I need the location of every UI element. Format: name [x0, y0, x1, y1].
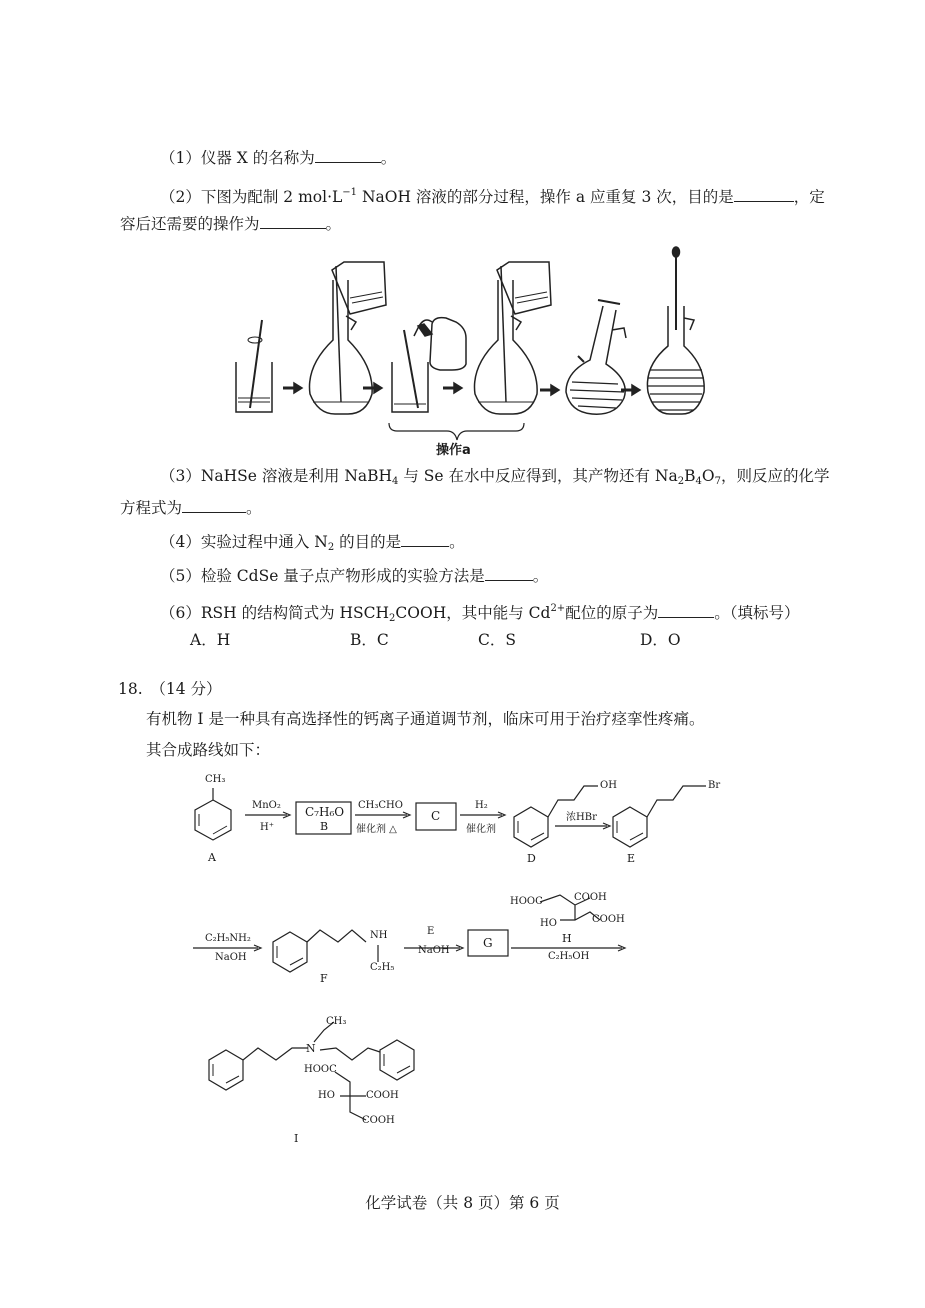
reagent-e: E: [427, 926, 435, 937]
reagent-conc-hbr: 浓HBr: [566, 812, 597, 823]
question-5: （5）检验 CdSe 量子点产物形成的实验方法是 。: [160, 567, 549, 585]
reagent-catalyst: 催化剂: [466, 824, 496, 835]
page-footer: 化学试卷（共 8 页）第 6 页: [365, 1194, 560, 1212]
reagent-naoh-1: NaOH: [215, 952, 247, 963]
i-n-label: N: [306, 1042, 316, 1055]
reagent-catalyst-heat: 催化剂 △: [356, 824, 397, 835]
e-br-label: Br: [708, 780, 721, 791]
citric-cooh-1: COOH: [574, 892, 607, 903]
question-18-line2: 其合成路线如下：: [146, 741, 271, 759]
question-3-line2: 方程式为 。: [120, 499, 262, 517]
f-ethyl-label: C₂H₅: [370, 962, 395, 973]
compound-d-label: D: [527, 852, 536, 865]
operation-a-label: 操作a: [436, 443, 471, 458]
compound-b-formula: C₇H₆O: [305, 805, 345, 819]
reagent-h: H: [562, 932, 572, 945]
compound-g-label: G: [483, 936, 493, 950]
reagent-ch3cho: CH₃CHO: [358, 800, 403, 811]
citric-ho: HO: [540, 918, 557, 929]
option-c[interactable]: C．S: [478, 631, 516, 649]
question-6: （6）RSH 的结构简式为 $HSCH_2COOH$，其中能与 $Cd^{2+}$配位的原子为 。（填标号）: [160, 603, 800, 624]
reagent-ethylamine: C₂H₅NH₂: [205, 933, 251, 944]
question-3-line1: （3）NaHSe 溶液是利用 NaBH$_4$ 与 Se 在水中反应得到，其产物还有 $Na_2B_4O_7$，则反应的化学: [160, 467, 830, 487]
question-18-line1: 有机物 I 是一种具有高选择性的钙离子通道调节剂，临床可用于治疗痉挛性疼痛。: [146, 710, 705, 728]
i-ch3-label: CH₃: [326, 1016, 347, 1027]
i-hooc-label: HOOC: [304, 1064, 337, 1075]
question-2-line1: （2）下图为配制 2 $mol\cdot L^{-1}$ NaOH 溶液的部分过程，操作 a 应重复 3 次，目的是 ，定: [160, 187, 825, 206]
option-a[interactable]: A．H: [190, 631, 231, 649]
citric-cooh-2: COOH: [592, 914, 625, 925]
reagent-naoh-2: NaOH: [418, 945, 450, 956]
i-ho-label: HO: [318, 1090, 335, 1101]
d-oh-label: OH: [600, 780, 617, 791]
option-b[interactable]: B．C: [350, 631, 389, 649]
f-nh-label: NH: [370, 930, 388, 941]
i-cooh-1-label: COOH: [366, 1090, 399, 1101]
question-4: （4）实验过程中通入 $N_2$ 的目的是 。: [160, 533, 465, 553]
compound-e-label: E: [627, 852, 636, 865]
reagent-h-plus: H⁺: [260, 822, 274, 833]
question-18-number: 18. （14 分）: [118, 680, 222, 698]
reagent-h2: H₂: [475, 800, 488, 811]
question-2-line2: 容后还需要的操作为 。: [120, 215, 342, 233]
reagent-mno2: MnO₂: [252, 800, 281, 811]
a-ch3-label: CH₃: [205, 774, 226, 785]
citric-hooc: HOOC: [510, 896, 543, 907]
compound-c-label: C: [431, 809, 441, 823]
compound-a-label: A: [208, 851, 216, 864]
compound-i-label: I: [294, 1132, 299, 1145]
option-d[interactable]: D．O: [640, 631, 681, 649]
reagent-ethanol: C₂H₅OH: [548, 951, 590, 962]
question-1: （1）仪器 X 的名称为 。: [160, 149, 397, 167]
compound-f-label: F: [320, 972, 328, 985]
compound-b-label: B: [320, 820, 329, 833]
i-cooh-2-label: COOH: [362, 1115, 395, 1126]
